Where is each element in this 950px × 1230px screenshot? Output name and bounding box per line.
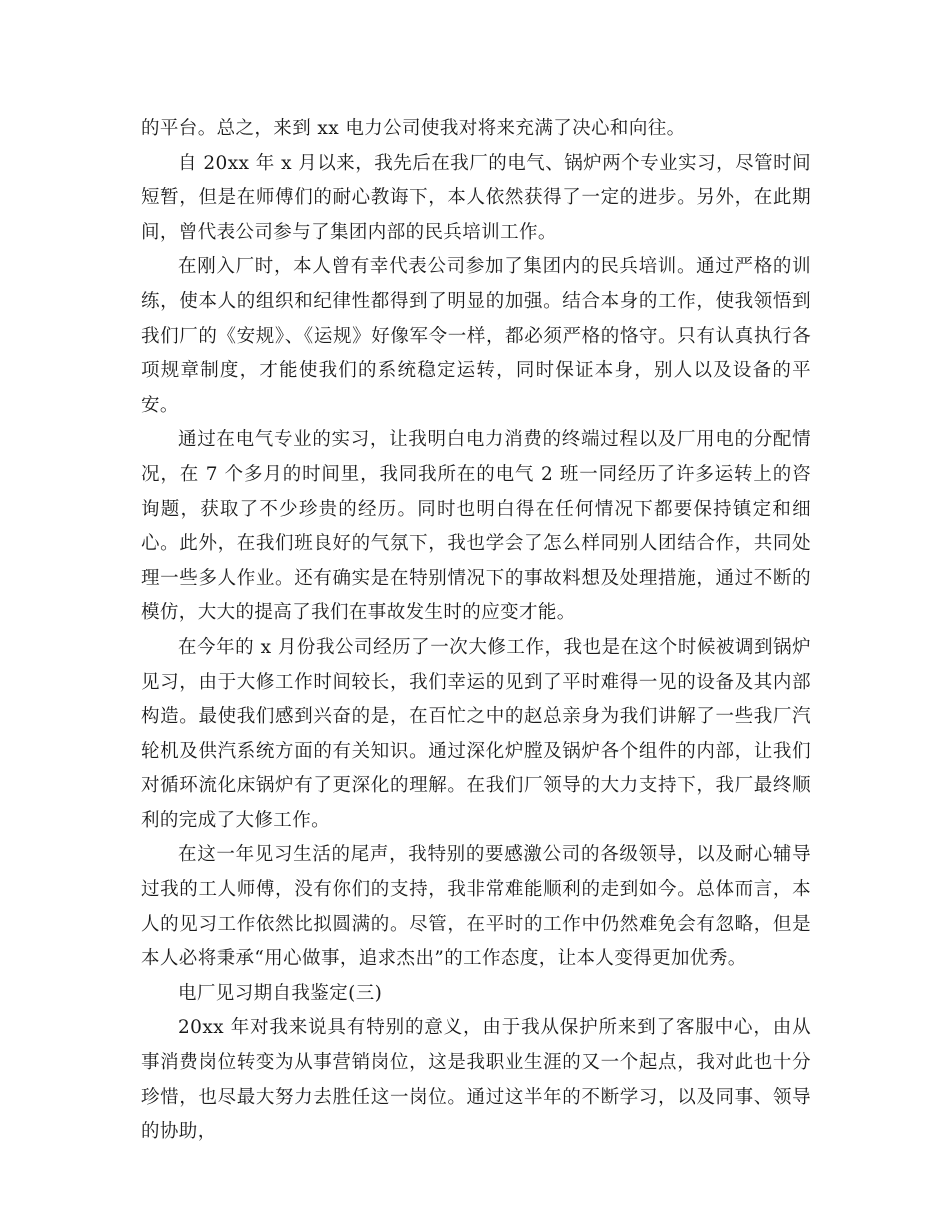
- paragraph-7: 20xx 年对我来说具有特别的意义，由于我从保护所来到了客服中心，由从事消费岗位转变为从事营销岗位，这是我职业生涯的又一个起点，我对此也十分珍惜，也尽最大努力去胜任这一岗位。通过这半年的不断学习，以及同事、领导的协助，: [141, 1017, 811, 1143]
- paragraph-6: 在这一年见习生活的尾声，我特别的要感激公司的各级领导，以及耐心辅导过我的工人师傅，没有你们的支持，我非常难能顺利的走到如今。总体而言，本人的见习工作依然比拟圆满的。尽管，在平时的工作中仍然难免会有忽略，但是本人必将秉承“用心做事，追求杰出”的工作态度，让本人变得更加优秀。: [141, 844, 811, 970]
- paragraph-4: 通过在电气专业的实习，让我明白电力消费的终端过程以及厂用电的分配情况，在 7 个多月的时间里，我同我所在的电气 2 班一同经历了许多运转上的咨询题，获取了不少珍贵的经历。同时也明白得在任何情况下都要保持镇定和细心。此外，在我们班良好的气氛下，我也学会了怎么样同别人团结合作，共同处理一些多人作业。还有确实是在特别情况下的事故料想及处理措施，通过不断的模仿，大大的提高了我们在事故发生时的应变才能。: [141, 429, 811, 624]
- paragraph-5: 在今年的 x 月份我公司经历了一次大修工作，我也是在这个时候被调到锅炉见习，由于大修工作时间较长，我们幸运的见到了平时难得一见的设备及其内部构造。最使我们感到兴奋的是，在百忙之中的赵总亲身为我们讲解了一些我厂汽轮机及供汽系统方面的有关知识。通过深化炉膛及锅炉各个组件的内部，让我们对循环流化床锅炉有了更深化的理解。在我们厂领导的大力支持下，我厂最终顺利的完成了大修工作。: [141, 636, 811, 831]
- paragraph-3: 在刚入厂时，本人曾有幸代表公司参加了集团内的民兵培训。通过严格的训练，使本人的组织和纪律性都得到了明显的加强。结合本身的工作，使我领悟到我们厂的《安规》、《运规》好像军令一样，都必须严格的恪守。只有认真执行各项规章制度，才能使我们的系统稳定运转，同时保证本身，别人以及设备的平安。: [141, 256, 811, 416]
- document-page: [141, 112, 811, 1150]
- paragraph-2: 自 20xx 年 x 月以来，我先后在我厂的电气、锅炉两个专业实习，尽管时间短暂，但是在师傅们的耐心教诲下，本人依然获得了一定的进步。另外，在此期间，曾代表公司参与了集团内部的民兵培训工作。: [141, 152, 811, 243]
- section-heading: 电厂见习期自我鉴定(三): [178, 982, 383, 1004]
- paragraph-1: 的平台。总之，来到 xx 电力公司使我对将来充满了决心和向往。: [141, 118, 686, 139]
